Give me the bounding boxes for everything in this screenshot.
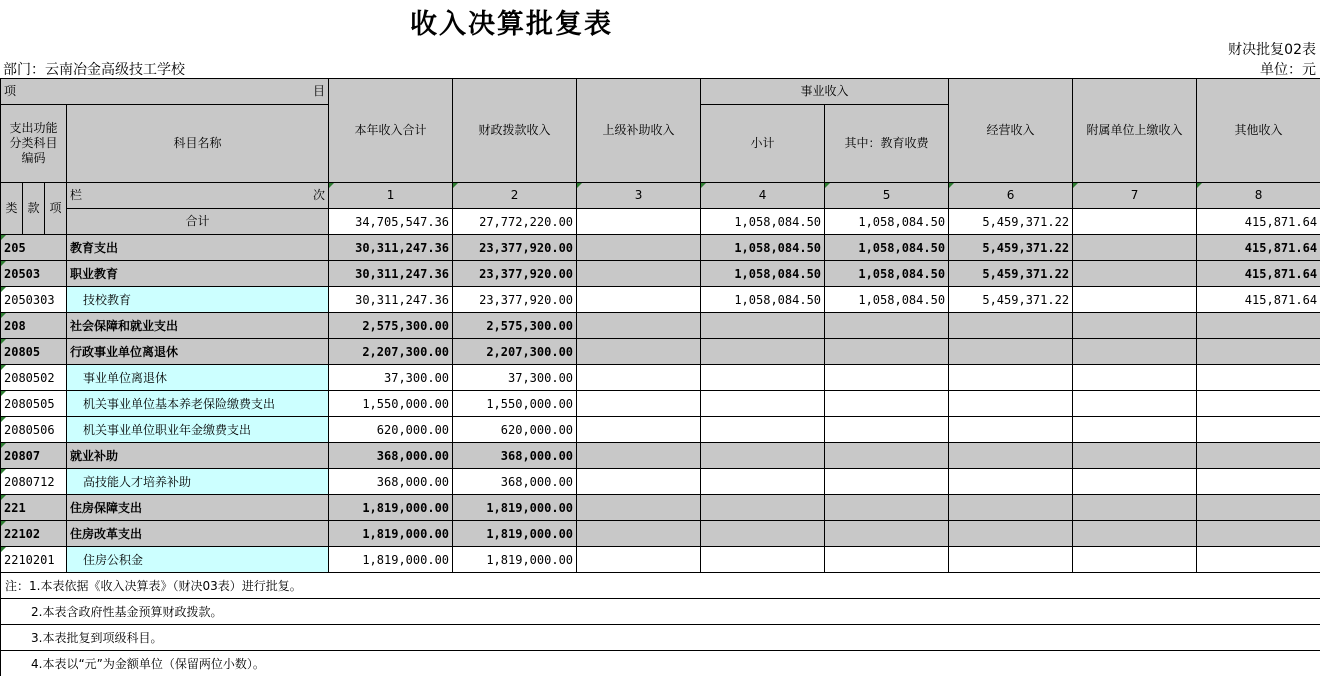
row-code: 2050303 xyxy=(1,287,67,313)
row-code: 2080502 xyxy=(1,365,67,391)
row-subject-name: 就业补助 xyxy=(67,443,329,469)
note-text: 4.本表以“元”为金额单位（保留两位小数）。 xyxy=(1,651,1320,676)
row-code: 20805 xyxy=(1,339,67,365)
row-value-5 xyxy=(825,391,949,417)
row-subject-name: 机关事业单位职业年金缴费支出 xyxy=(67,417,329,443)
row-value-1: 30,311,247.36 xyxy=(329,235,453,261)
row-value-4 xyxy=(701,495,825,521)
row-value-8 xyxy=(1197,339,1320,365)
row-value-8 xyxy=(1197,547,1320,573)
row-subject-name: 教育支出 xyxy=(67,235,329,261)
row-value-8: 415,871.64 xyxy=(1197,235,1320,261)
row-value-1: 1,819,000.00 xyxy=(329,521,453,547)
row-value-6 xyxy=(949,469,1073,495)
row-value-6 xyxy=(949,391,1073,417)
row-value-6: 5,459,371.22 xyxy=(949,287,1073,313)
total-value-3 xyxy=(577,209,701,235)
row-value-8: 415,871.64 xyxy=(1197,261,1320,287)
row-value-1: 1,819,000.00 xyxy=(329,495,453,521)
row-value-3 xyxy=(577,235,701,261)
row-value-4 xyxy=(701,521,825,547)
row-value-3 xyxy=(577,443,701,469)
note-row xyxy=(1,651,1320,676)
table-row xyxy=(1,469,1320,495)
row-code: 205 xyxy=(1,235,67,261)
row-value-5: 1,058,084.50 xyxy=(825,261,949,287)
row-value-4 xyxy=(701,547,825,573)
row-value-3 xyxy=(577,417,701,443)
col-num-4: 4 xyxy=(701,183,825,209)
table-row xyxy=(1,261,1320,287)
row-value-1: 2,575,300.00 xyxy=(329,313,453,339)
row-subject-name: 行政事业单位离退休 xyxy=(67,339,329,365)
row-value-1: 30,311,247.36 xyxy=(329,261,453,287)
row-value-2: 1,819,000.00 xyxy=(453,521,577,547)
row-value-5: 1,058,084.50 xyxy=(825,235,949,261)
row-value-6 xyxy=(949,365,1073,391)
row-value-6 xyxy=(949,313,1073,339)
row-value-4 xyxy=(701,365,825,391)
row-value-4: 1,058,084.50 xyxy=(701,261,825,287)
row-value-3 xyxy=(577,469,701,495)
row-value-2: 1,819,000.00 xyxy=(453,547,577,573)
total-row xyxy=(1,209,1320,235)
row-value-3 xyxy=(577,521,701,547)
row-value-3 xyxy=(577,365,701,391)
row-value-1: 37,300.00 xyxy=(329,365,453,391)
row-code: 20807 xyxy=(1,443,67,469)
row-value-6 xyxy=(949,495,1073,521)
header-edu-fee: 其中：教育收费 xyxy=(825,105,949,183)
row-subject-name: 技校教育 xyxy=(67,287,329,313)
header-superior: 上级补助收入 xyxy=(577,79,701,183)
row-value-8 xyxy=(1197,313,1320,339)
header-subject-name: 科目名称 xyxy=(67,105,329,183)
row-value-2: 1,550,000.00 xyxy=(453,391,577,417)
row-subject-name: 住房公积金 xyxy=(67,547,329,573)
row-code: 2080506 xyxy=(1,417,67,443)
row-code: 2080712 xyxy=(1,469,67,495)
row-value-2: 1,819,000.00 xyxy=(453,495,577,521)
row-value-7 xyxy=(1073,495,1197,521)
row-value-2: 23,377,920.00 xyxy=(453,287,577,313)
row-subject-name: 事业单位离退休 xyxy=(67,365,329,391)
note-row xyxy=(1,625,1320,651)
row-value-8 xyxy=(1197,391,1320,417)
row-value-7 xyxy=(1073,235,1197,261)
row-value-8: 415,871.64 xyxy=(1197,287,1320,313)
row-code: 221 xyxy=(1,495,67,521)
table-row xyxy=(1,287,1320,313)
header-subtotal: 小计 xyxy=(701,105,825,183)
row-subject-name: 机关事业单位基本养老保险缴费支出 xyxy=(67,391,329,417)
row-value-4: 1,058,084.50 xyxy=(701,235,825,261)
col-num-7: 7 xyxy=(1073,183,1197,209)
row-value-3 xyxy=(577,287,701,313)
row-subject-name: 高技能人才培养补助 xyxy=(67,469,329,495)
row-value-2: 2,207,300.00 xyxy=(453,339,577,365)
total-value-4: 1,058,084.50 xyxy=(701,209,825,235)
row-value-7 xyxy=(1073,365,1197,391)
row-value-7 xyxy=(1073,313,1197,339)
row-value-3 xyxy=(577,495,701,521)
row-value-1: 620,000.00 xyxy=(329,417,453,443)
header-xiang: 项 xyxy=(45,183,67,235)
table-row xyxy=(1,495,1320,521)
row-value-4: 1,058,084.50 xyxy=(701,287,825,313)
row-value-1: 2,207,300.00 xyxy=(329,339,453,365)
row-value-2: 368,000.00 xyxy=(453,443,577,469)
row-value-7 xyxy=(1073,469,1197,495)
row-value-5 xyxy=(825,339,949,365)
row-subject-name: 社会保障和就业支出 xyxy=(67,313,329,339)
row-value-8 xyxy=(1197,365,1320,391)
row-subject-name: 住房改革支出 xyxy=(67,521,329,547)
page-title: 收入决算批复表 xyxy=(410,9,613,40)
header-other: 其他收入 xyxy=(1197,79,1320,183)
table-row xyxy=(1,365,1320,391)
row-value-1: 30,311,247.36 xyxy=(329,287,453,313)
total-label: 合计 xyxy=(67,209,329,235)
row-value-1: 1,550,000.00 xyxy=(329,391,453,417)
row-value-4 xyxy=(701,313,825,339)
row-value-5 xyxy=(825,495,949,521)
col-num-3: 3 xyxy=(577,183,701,209)
row-value-1: 1,819,000.00 xyxy=(329,547,453,573)
row-value-4 xyxy=(701,417,825,443)
header-lan-ci: 栏 次 xyxy=(67,183,329,209)
col-num-5: 5 xyxy=(825,183,949,209)
total-value-2: 27,772,220.00 xyxy=(453,209,577,235)
row-value-5 xyxy=(825,417,949,443)
row-value-7 xyxy=(1073,547,1197,573)
row-value-7 xyxy=(1073,339,1197,365)
row-value-8 xyxy=(1197,417,1320,443)
row-code: 22102 xyxy=(1,521,67,547)
row-value-7 xyxy=(1073,417,1197,443)
col-num-2: 2 xyxy=(453,183,577,209)
header-kuan: 款 xyxy=(23,183,45,235)
row-value-7 xyxy=(1073,391,1197,417)
table-row xyxy=(1,339,1320,365)
header-func-code: 支出功能分类科目编码 xyxy=(1,105,67,183)
row-value-2: 37,300.00 xyxy=(453,365,577,391)
row-value-6 xyxy=(949,417,1073,443)
row-value-5 xyxy=(825,547,949,573)
department-label: 部门：云南冶金高级技工学校 xyxy=(3,62,185,78)
row-value-2: 23,377,920.00 xyxy=(453,261,577,287)
row-value-5 xyxy=(825,365,949,391)
row-value-8 xyxy=(1197,495,1320,521)
note-row xyxy=(1,599,1320,625)
col-num-6: 6 xyxy=(949,183,1073,209)
header-fiscal: 财政拨款收入 xyxy=(453,79,577,183)
total-value-7 xyxy=(1073,209,1197,235)
row-value-6 xyxy=(949,339,1073,365)
row-value-6: 5,459,371.22 xyxy=(949,235,1073,261)
col-num-1: 1 xyxy=(329,183,453,209)
row-value-1: 368,000.00 xyxy=(329,469,453,495)
total-value-8: 415,871.64 xyxy=(1197,209,1320,235)
row-value-1: 368,000.00 xyxy=(329,443,453,469)
table-row xyxy=(1,417,1320,443)
header-xiang-mu: 项 目 xyxy=(1,79,329,105)
header-career: 事业收入 xyxy=(701,79,949,105)
row-value-2: 23,377,920.00 xyxy=(453,235,577,261)
table-row xyxy=(1,521,1320,547)
row-value-4 xyxy=(701,443,825,469)
row-value-7 xyxy=(1073,287,1197,313)
row-subject-name: 住房保障支出 xyxy=(67,495,329,521)
row-value-6: 5,459,371.22 xyxy=(949,261,1073,287)
table-row xyxy=(1,313,1320,339)
row-value-6 xyxy=(949,443,1073,469)
row-value-7 xyxy=(1073,443,1197,469)
note-text: 注：1.本表依据《收入决算表》（财决03表）进行批复。 xyxy=(1,573,1320,599)
row-subject-name: 职业教育 xyxy=(67,261,329,287)
row-value-8 xyxy=(1197,521,1320,547)
row-value-5: 1,058,084.50 xyxy=(825,287,949,313)
form-number: 财决批复02表 xyxy=(1228,42,1316,58)
row-value-4 xyxy=(701,391,825,417)
row-value-6 xyxy=(949,521,1073,547)
table-row xyxy=(1,443,1320,469)
table-row xyxy=(1,547,1320,573)
row-value-5 xyxy=(825,469,949,495)
col-num-8: 8 xyxy=(1197,183,1320,209)
income-table xyxy=(0,78,1320,676)
header-affiliated: 附属单位上缴收入 xyxy=(1073,79,1197,183)
total-value-6: 5,459,371.22 xyxy=(949,209,1073,235)
row-value-2: 2,575,300.00 xyxy=(453,313,577,339)
row-value-5 xyxy=(825,313,949,339)
row-value-3 xyxy=(577,547,701,573)
row-code: 208 xyxy=(1,313,67,339)
row-code: 2210201 xyxy=(1,547,67,573)
table-row xyxy=(1,391,1320,417)
row-value-5 xyxy=(825,443,949,469)
row-value-4 xyxy=(701,469,825,495)
note-text: 2.本表含政府性基金预算财政拨款。 xyxy=(1,599,1320,625)
note-text: 3.本表批复到项级科目。 xyxy=(1,625,1320,651)
row-value-3 xyxy=(577,339,701,365)
row-value-3 xyxy=(577,313,701,339)
header-lei: 类 xyxy=(1,183,23,235)
row-value-4 xyxy=(701,339,825,365)
row-value-3 xyxy=(577,261,701,287)
unit-label: 单位：元 xyxy=(1260,62,1316,78)
row-value-6 xyxy=(949,547,1073,573)
row-value-7 xyxy=(1073,521,1197,547)
table-row xyxy=(1,235,1320,261)
total-value-5: 1,058,084.50 xyxy=(825,209,949,235)
note-row xyxy=(1,573,1320,599)
row-code: 20503 xyxy=(1,261,67,287)
total-value-1: 34,705,547.36 xyxy=(329,209,453,235)
header-business: 经营收入 xyxy=(949,79,1073,183)
row-value-3 xyxy=(577,391,701,417)
row-code: 2080505 xyxy=(1,391,67,417)
row-value-2: 620,000.00 xyxy=(453,417,577,443)
row-value-5 xyxy=(825,521,949,547)
row-value-2: 368,000.00 xyxy=(453,469,577,495)
row-value-7 xyxy=(1073,261,1197,287)
row-value-8 xyxy=(1197,443,1320,469)
header-total-income: 本年收入合计 xyxy=(329,79,453,183)
row-value-8 xyxy=(1197,469,1320,495)
